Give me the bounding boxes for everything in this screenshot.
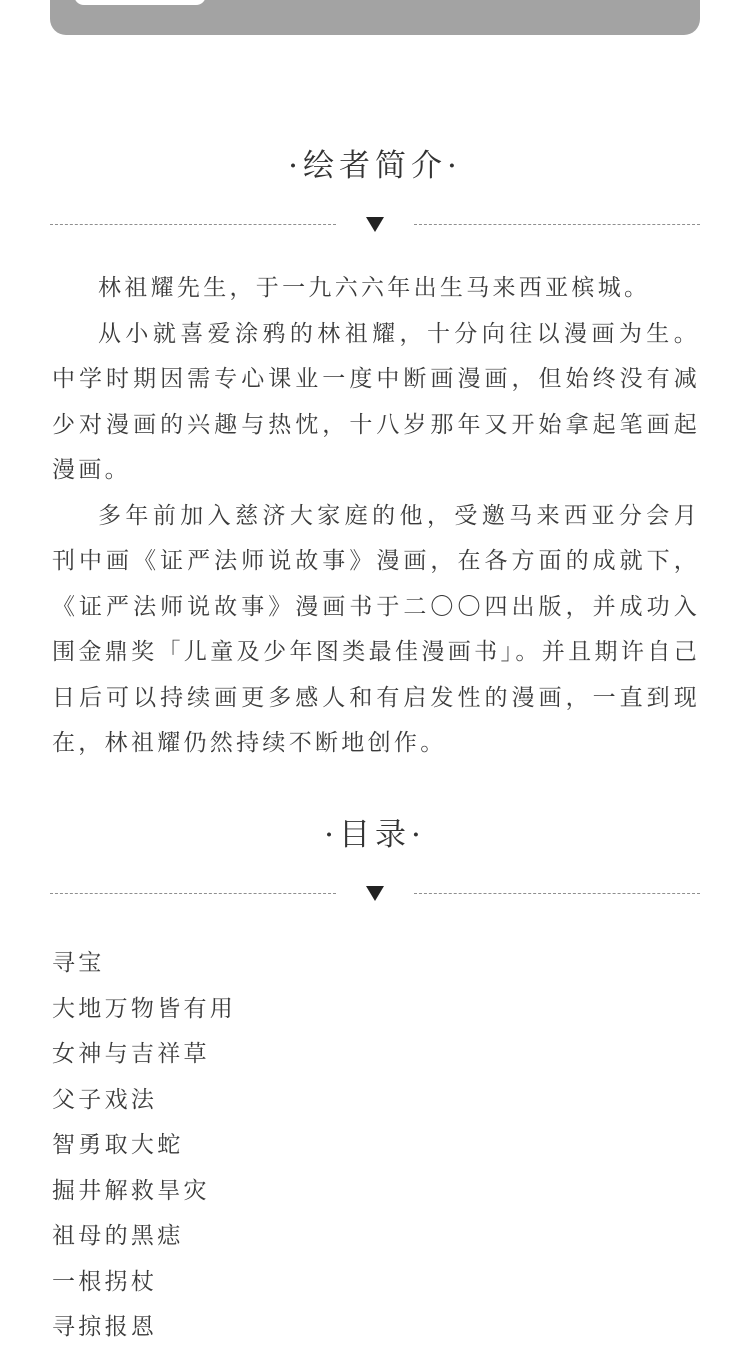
- toc-item: 一根拐杖: [52, 1268, 158, 1295]
- toc-item: 智勇取大蛇: [52, 1132, 184, 1158]
- toc-item: 女神与吉祥草: [52, 1041, 210, 1067]
- top-card-pill: [74, 0, 206, 5]
- toc-item: 父子戏法: [52, 1086, 158, 1113]
- triangle-down-icon: [366, 886, 384, 901]
- toc-item: 大地万物皆有用: [52, 995, 237, 1022]
- divider-dashed-line-left: [50, 893, 336, 894]
- divider-dashed-line-right: [414, 224, 700, 225]
- toc-section-divider: [50, 882, 700, 906]
- triangle-down-icon: [366, 217, 384, 232]
- divider-dashed-line-right: [414, 893, 700, 894]
- bio-paragraph: 林祖耀先生，于一九六六年出生马来西亚槟城。: [98, 275, 651, 301]
- toc-item: 掘井解救旱灾: [52, 1177, 210, 1204]
- toc-item: 寻宝: [52, 950, 105, 976]
- bio-paragraph: 从小就喜爱涂鸦的林祖耀，十分向往以漫画为生。中学时期因需专心课业一度中断画漫画，但始终没有减少对漫画的兴趣与热忱，十八岁那年又开始拿起笔画起漫画。: [52, 320, 700, 483]
- toc-item: 寻掠报恩: [52, 1314, 158, 1340]
- toc-item: 祖母的黑痣: [52, 1223, 184, 1249]
- top-gray-card: [50, 0, 700, 35]
- toc-section-title: ·目录·: [324, 817, 426, 853]
- bio-paragraph: 多年前加入慈济大家庭的他，受邀马来西亚分会月刊中画《证严法师说故事》漫画，在各方面的成就下，《证严法师说故事》漫画书于二〇〇四出版，并成功入围金鼎奖「儿童及少年图类最佳漫画书」。并且期许自己日后可以持续画更多感人和有启发性的漫画，一直到现在，林祖耀仍然持续不断地创作。: [52, 502, 700, 756]
- toc-list: [52, 941, 700, 1351]
- bio-section-divider: [50, 213, 700, 237]
- divider-dashed-line-left: [50, 224, 336, 225]
- bio-section-title: ·绘者简介·: [288, 148, 462, 184]
- bio-text: [52, 266, 700, 767]
